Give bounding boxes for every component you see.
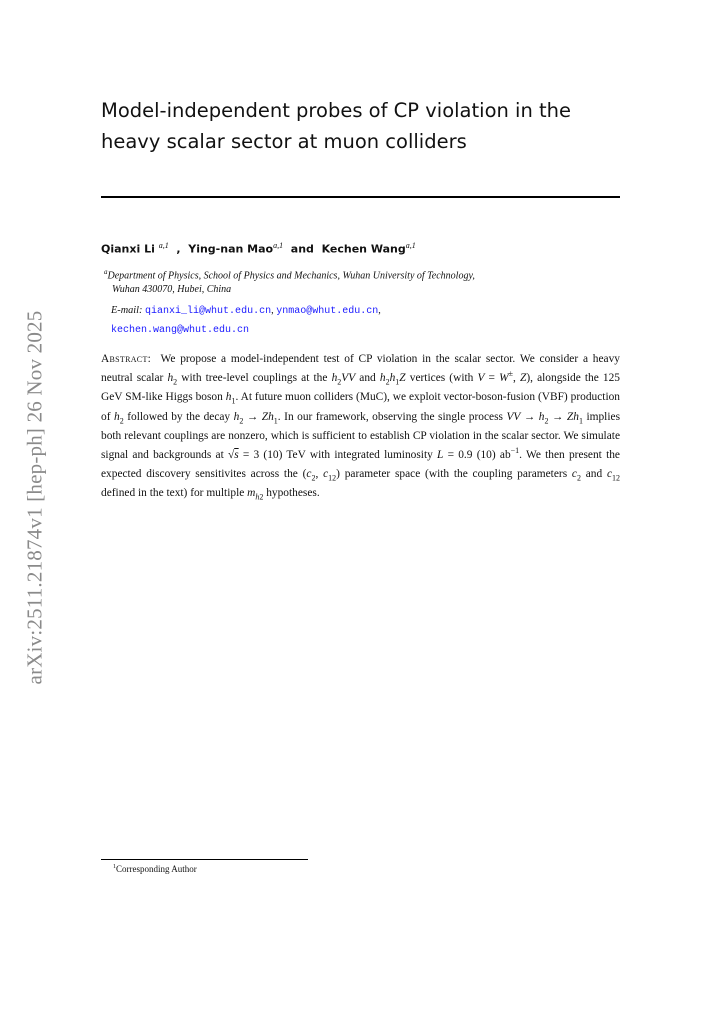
email-label: E-mail: [111,305,143,316]
email-link[interactable]: kechen.wang@whut.edu.cn [111,325,250,336]
footnote [113,864,197,874]
arxiv-watermark-text: arXiv:2511.21874v1 [hep-ph] 26 Nov 2025 [22,310,47,684]
footnote-rule [101,859,308,860]
author-affiliation-marker: a,1 [158,241,169,250]
affiliation [104,265,624,297]
abstract: Abstract: We propose a model-independent test of CP violation in the scalar sector. We consider a heavy neutral scalar $h_2$ with tree-level couplings at the $h_2VV$ and $h_2h_1Z$ vertices (with V = W±, Z), alongside the 125 GeV SM-like Higgs boson $h_1$. At future muon colliders (MuC), we exploit vector-boson-fusion (VBF) production of $h_2$ followed by the decay $h_2 \to Zh_1$. In our framework, observing the single process VV → $h_2 \to Zh_1$ implies both relevant couplings are nonzero, which is sufficient to establish CP violation in the scalar sector. We simulate signal and backgrounds at √s = 3 (10) TeV with integrated luminosity L = 0.9 (10) $ab^{-1}$. We then present the expected discovery sensitivites across the ($c_2$, $c_{12}$) parameter space (with the coupling parameters $c_2$ and $c_{12}$ defined in the text) for multiple $m_{h2}$ hypotheses. [101,353,621,502]
author-list [101,241,416,256]
title-rule [101,196,620,198]
author-name: Ying-nan Mao [188,242,274,256]
paper-title [101,95,641,157]
title-line-2: heavy scalar sector at muon colliders [101,130,467,153]
title-line-1: Model-independent probes of CP violation in the [101,99,572,122]
email-block: E-mail: qianxi_li@whut.edu.cn, ynmao@whut.edu.cn, kechen.wang@whut.edu.cn [111,305,381,336]
author-separator: , [172,242,185,256]
email-link[interactable]: ynmao@whut.edu.cn [276,306,379,317]
author-name: Qianxi Li [101,242,155,256]
affiliation-text: Department of Physics, School of Physics and Mechanics, Wuhan University of Technology, [107,270,475,282]
footnote-marker: 1 [113,864,116,870]
affiliation-marker: a [104,268,108,276]
arxiv-watermark [20,292,50,702]
author-separator: and [286,242,318,256]
author-affiliation-marker: a,1 [273,241,284,250]
affiliation-line-2: Wuhan 430070, Hubei, China [112,284,232,296]
footnote-text: Corresponding Author [116,864,197,874]
author-name: Kechen Wang [321,242,406,256]
email-link[interactable]: qianxi_li@whut.edu.cn [145,306,272,317]
author-affiliation-marker: a,1 [405,241,416,250]
abstract-label: Abstract: [101,353,152,365]
